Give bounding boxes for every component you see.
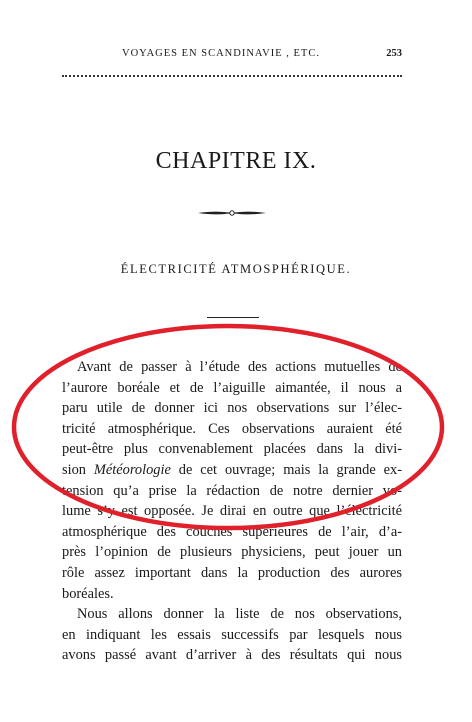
text-fragment: de cet ouvrage; mais la grande ex- bbox=[170, 461, 402, 478]
chapter-title: CHAPITRE IX. bbox=[155, 148, 317, 174]
text-line: Nous allons donner la liste de nos observations, bbox=[77, 606, 402, 623]
ornament-rule-icon bbox=[198, 208, 266, 218]
section-rule bbox=[207, 317, 259, 318]
text-fragment: sion bbox=[62, 461, 94, 478]
text-line: paru utile de donner ici nos observations sur l’élec- bbox=[62, 400, 402, 417]
page-number: 253 bbox=[386, 48, 402, 59]
text-line: lume s’y est opposée. Je dirai en outre que l’électricité bbox=[62, 503, 402, 520]
text-line: atmosphérique des couches supérieures de l’air, d’a- bbox=[62, 523, 402, 540]
header-dotted-rule bbox=[62, 75, 402, 77]
italic-term: Météorologie bbox=[93, 461, 171, 478]
text-line: tension qu’a prise la rédaction de notre dernier vo- bbox=[62, 482, 402, 499]
running-title: VOYAGES EN SCANDINAVIE , ETC. bbox=[122, 48, 320, 59]
text-line: rôle assez important dans la production des aurores bbox=[62, 564, 402, 581]
text-line: Avant de passer à l’étude des actions mutuelles de bbox=[77, 359, 402, 375]
text-line: avons passé avant d’arriver à des résultats qui nous bbox=[62, 647, 402, 664]
text-line: boréales. bbox=[62, 585, 114, 602]
text-line: peut-être plus convenablement placées dans la divi- bbox=[62, 441, 402, 458]
section-title: ÉLECTRICITÉ ATMOSPHÉRIQUE. bbox=[120, 262, 352, 276]
text-line: l’aurore boréale et de l’aiguille aimantée, il nous a bbox=[62, 379, 402, 396]
body-text bbox=[62, 357, 402, 666]
text-line: en indiquant les essais successifs par lesquels nous bbox=[62, 626, 402, 643]
text-line bbox=[62, 460, 402, 481]
text-line: tricité atmosphérique. Ces observations auraient été bbox=[62, 420, 402, 437]
text-line: près l’opinion de plusieurs physiciens, peut jouer un bbox=[62, 544, 402, 561]
